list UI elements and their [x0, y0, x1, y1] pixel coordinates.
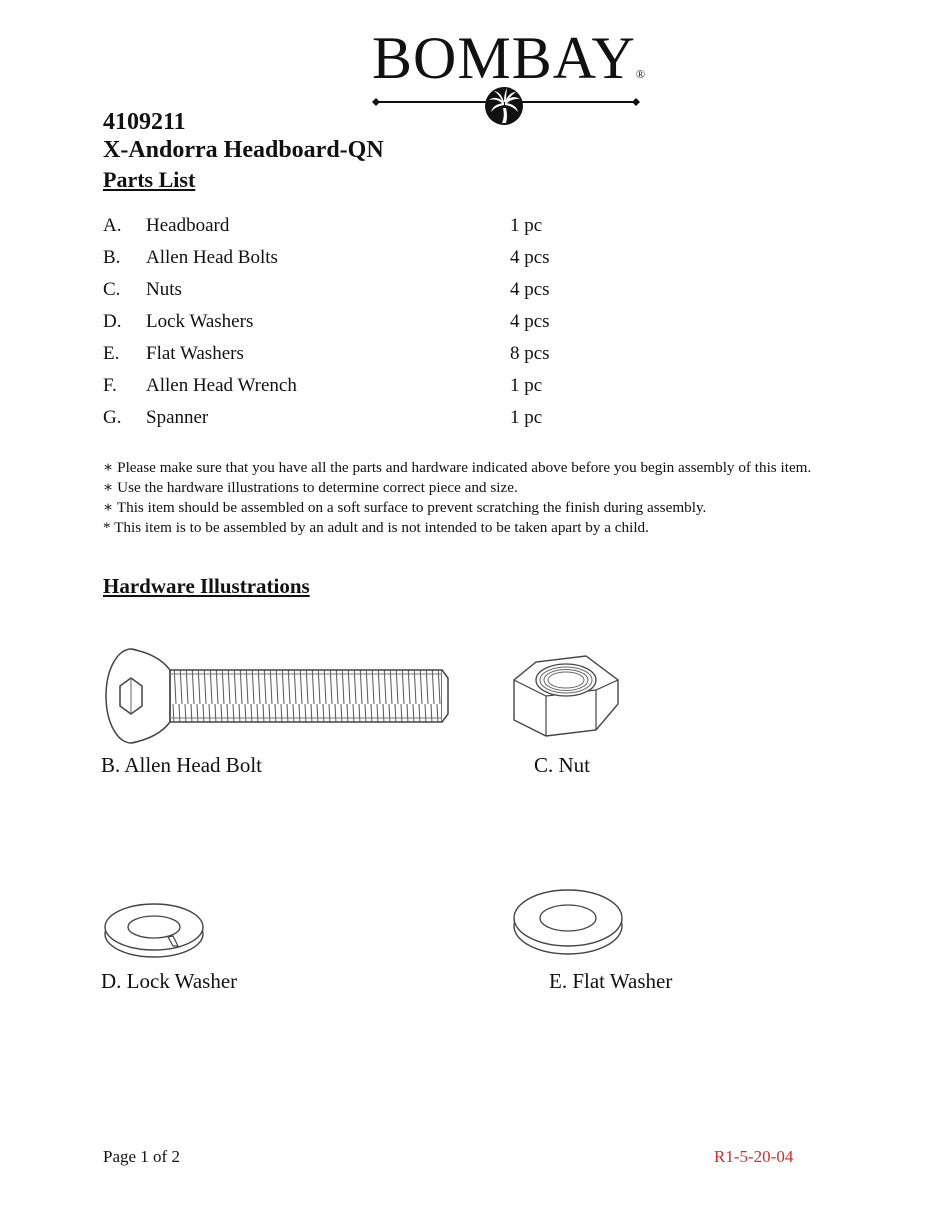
- part-letter: F.: [103, 375, 117, 396]
- part-row: [103, 404, 603, 436]
- part-name: Flat Washers: [146, 343, 244, 364]
- registered-mark: ®: [635, 67, 646, 81]
- part-letter: G.: [103, 407, 122, 428]
- allen-head-bolt-icon: [100, 644, 452, 748]
- lock-washer-icon: [100, 900, 210, 962]
- note-item: ∗ Please make sure that you have all the parts and hardware indicated above before you begin assembly of this item.: [103, 459, 812, 476]
- part-quantity: 4 pcs: [510, 311, 550, 332]
- part-name: Lock Washers: [146, 311, 254, 332]
- part-letter: C.: [103, 279, 121, 300]
- document-number: 4109211: [103, 109, 186, 135]
- part-quantity: 8 pcs: [510, 343, 550, 364]
- hardware-illustrations-heading: Hardware Illustrations: [103, 574, 310, 598]
- parts-list-heading: Parts List: [103, 167, 196, 192]
- part-row: [103, 340, 603, 372]
- lock-washer-label: D. Lock Washer: [101, 969, 238, 993]
- part-quantity: 1 pc: [510, 375, 543, 396]
- document-title: X-Andorra Headboard-QN: [103, 137, 384, 163]
- note-item: ∗ This item should be assembled on a soft surface to prevent scratching the finish during assembly.: [103, 499, 707, 516]
- bolt-label: B. Allen Head Bolt: [101, 753, 262, 777]
- part-row: [103, 372, 603, 404]
- revision-code: R1-5-20-04: [714, 1147, 794, 1166]
- parts-list: [103, 212, 603, 436]
- part-quantity: 4 pcs: [510, 247, 550, 268]
- part-row: [103, 308, 603, 340]
- part-name: Spanner: [146, 407, 209, 428]
- part-row: [103, 276, 603, 308]
- part-quantity: 1 pc: [510, 407, 543, 428]
- note-item: ∗ Use the hardware illustrations to determine correct piece and size.: [103, 479, 518, 496]
- logo-text: BOMBAY: [372, 25, 636, 91]
- assembly-notes: [103, 458, 903, 538]
- part-letter: B.: [103, 247, 121, 268]
- flat-washer-icon: [510, 884, 628, 960]
- part-quantity: 1 pc: [510, 215, 543, 236]
- part-name: Allen Head Bolts: [146, 247, 278, 268]
- bombay-logo: [360, 22, 650, 132]
- part-quantity: 4 pcs: [510, 279, 550, 300]
- logo-wordmark: [372, 25, 646, 106]
- nut-label: C. Nut: [534, 753, 591, 777]
- flat-washer-label: E. Flat Washer: [549, 969, 673, 993]
- part-name: Allen Head Wrench: [146, 375, 297, 396]
- part-letter: E.: [103, 343, 120, 364]
- note-item: * This item is to be assembled by an adult and is not intended to be taken apart by a child.: [103, 519, 649, 536]
- part-row: [103, 212, 603, 244]
- part-letter: D.: [103, 311, 122, 332]
- part-row: [103, 244, 603, 276]
- page-number: Page 1 of 2: [103, 1147, 180, 1166]
- part-letter: A.: [103, 215, 122, 236]
- part-name: Headboard: [146, 215, 230, 236]
- hex-nut-icon: [510, 650, 625, 740]
- part-name: Nuts: [146, 279, 182, 300]
